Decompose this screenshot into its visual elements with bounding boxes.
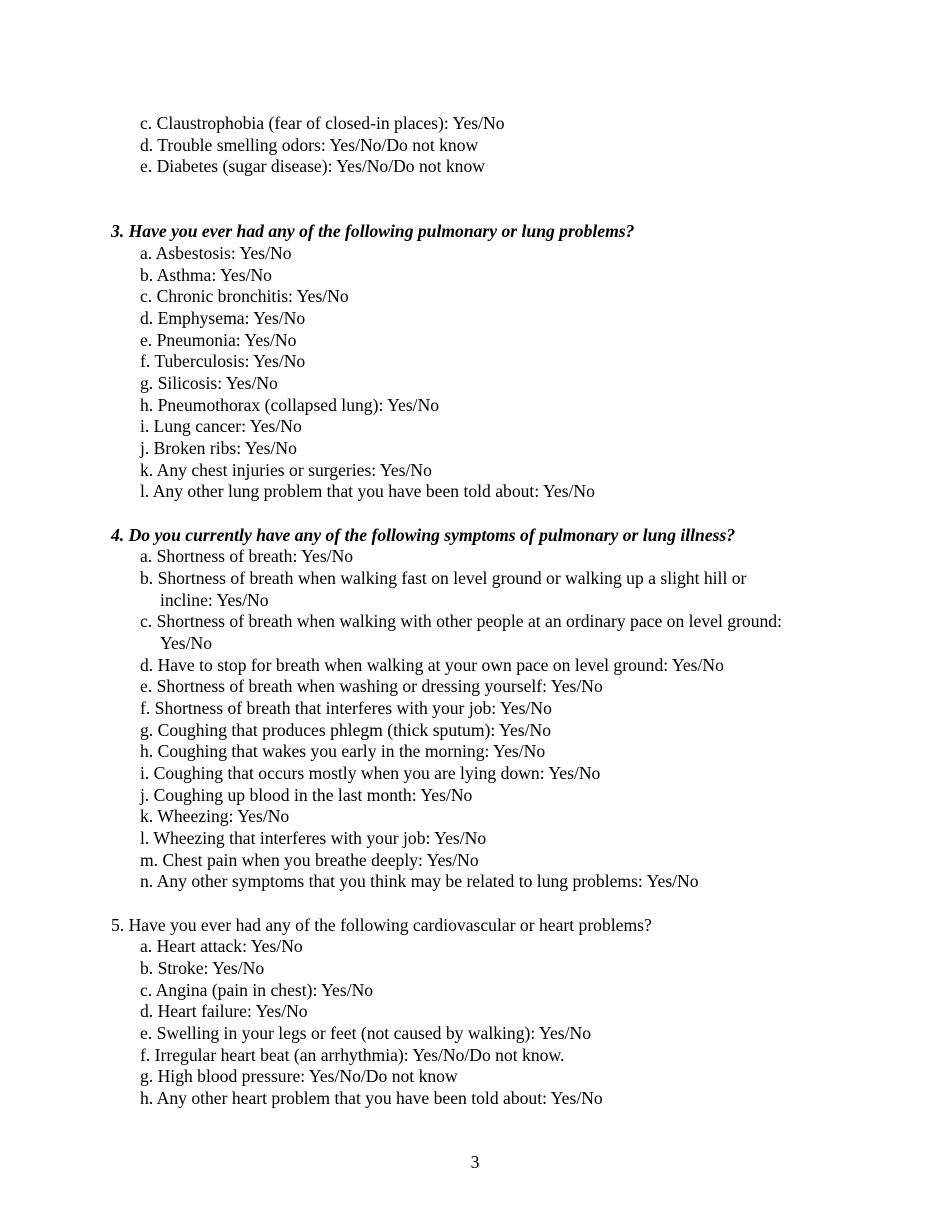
list-item-continuation: Yes/No (160, 633, 212, 653)
list-item-continuation: incline: Yes/No (160, 590, 269, 610)
list-item: c. Angina (pain in chest): Yes/No (140, 980, 374, 1000)
list-item: e. Shortness of breath when washing or dressing yourself: Yes/No (140, 676, 603, 696)
list-item: g. Coughing that produces phlegm (thick sputum): Yes/No (140, 720, 551, 740)
list-item: a. Asbestosis: Yes/No (140, 243, 292, 263)
list-item: d. Trouble smelling odors: Yes/No/Do not know (140, 135, 479, 155)
list-item: f. Irregular heart beat (an arrhythmia): Yes/No/Do not know. (140, 1045, 565, 1065)
list-item: l. Any other lung problem that you have been told about: Yes/No (140, 481, 595, 501)
list-item: h. Pneumothorax (collapsed lung): Yes/No (140, 395, 440, 415)
list-item: g. Silicosis: Yes/No (140, 373, 278, 393)
list-item: f. Shortness of breath that interferes with your job: Yes/No (140, 698, 552, 718)
question-5-heading: 5. Have you ever had any of the following cardiovascular or heart problems? (111, 915, 652, 935)
list-item: d. Emphysema: Yes/No (140, 308, 306, 328)
list-item: g. High blood pressure: Yes/No/Do not know (140, 1066, 458, 1086)
list-item: e. Swelling in your legs or feet (not caused by walking): Yes/No (140, 1023, 592, 1043)
list-item: a. Heart attack: Yes/No (140, 936, 303, 956)
list-item: m. Chest pain when you breathe deeply: Yes/No (140, 850, 479, 870)
list-item: h. Any other heart problem that you have been told about: Yes/No (140, 1088, 603, 1108)
list-item: d. Have to stop for breath when walking at your own pace on level ground: Yes/No (140, 655, 724, 675)
list-item: j. Broken ribs: Yes/No (140, 438, 297, 458)
list-item: c. Chronic bronchitis: Yes/No (140, 286, 349, 306)
list-item: b. Asthma: Yes/No (140, 265, 272, 285)
list-item: b. Shortness of breath when walking fast on level ground or walking up a slight hill or (140, 568, 747, 588)
list-item: j. Coughing up blood in the last month: Yes/No (140, 785, 473, 805)
list-item: c. Claustrophobia (fear of closed-in places): Yes/No (140, 113, 505, 133)
list-item: l. Wheezing that interferes with your job: Yes/No (140, 828, 487, 848)
list-item: e. Pneumonia: Yes/No (140, 330, 297, 350)
page-number: 3 (470, 1152, 480, 1172)
list-item: n. Any other symptoms that you think may be related to lung problems: Yes/No (140, 871, 699, 891)
list-item: d. Heart failure: Yes/No (140, 1001, 308, 1021)
list-item: b. Stroke: Yes/No (140, 958, 265, 978)
list-item: k. Wheezing: Yes/No (140, 806, 290, 826)
question-4-heading: 4. Do you currently have any of the following symptoms of pulmonary or lung illness? (111, 525, 736, 545)
question-3-heading: 3. Have you ever had any of the following pulmonary or lung problems? (111, 221, 635, 241)
list-item: f. Tuberculosis: Yes/No (140, 351, 306, 371)
list-item: e. Diabetes (sugar disease): Yes/No/Do not know (140, 156, 485, 176)
list-item: k. Any chest injuries or surgeries: Yes/No (140, 460, 432, 480)
list-item: i. Coughing that occurs mostly when you are lying down: Yes/No (140, 763, 601, 783)
list-item: c. Shortness of breath when walking with other people at an ordinary pace on level ground: (140, 611, 782, 631)
list-item: i. Lung cancer: Yes/No (140, 416, 302, 436)
list-item: h. Coughing that wakes you early in the morning: Yes/No (140, 741, 546, 761)
list-item: a. Shortness of breath: Yes/No (140, 546, 354, 566)
